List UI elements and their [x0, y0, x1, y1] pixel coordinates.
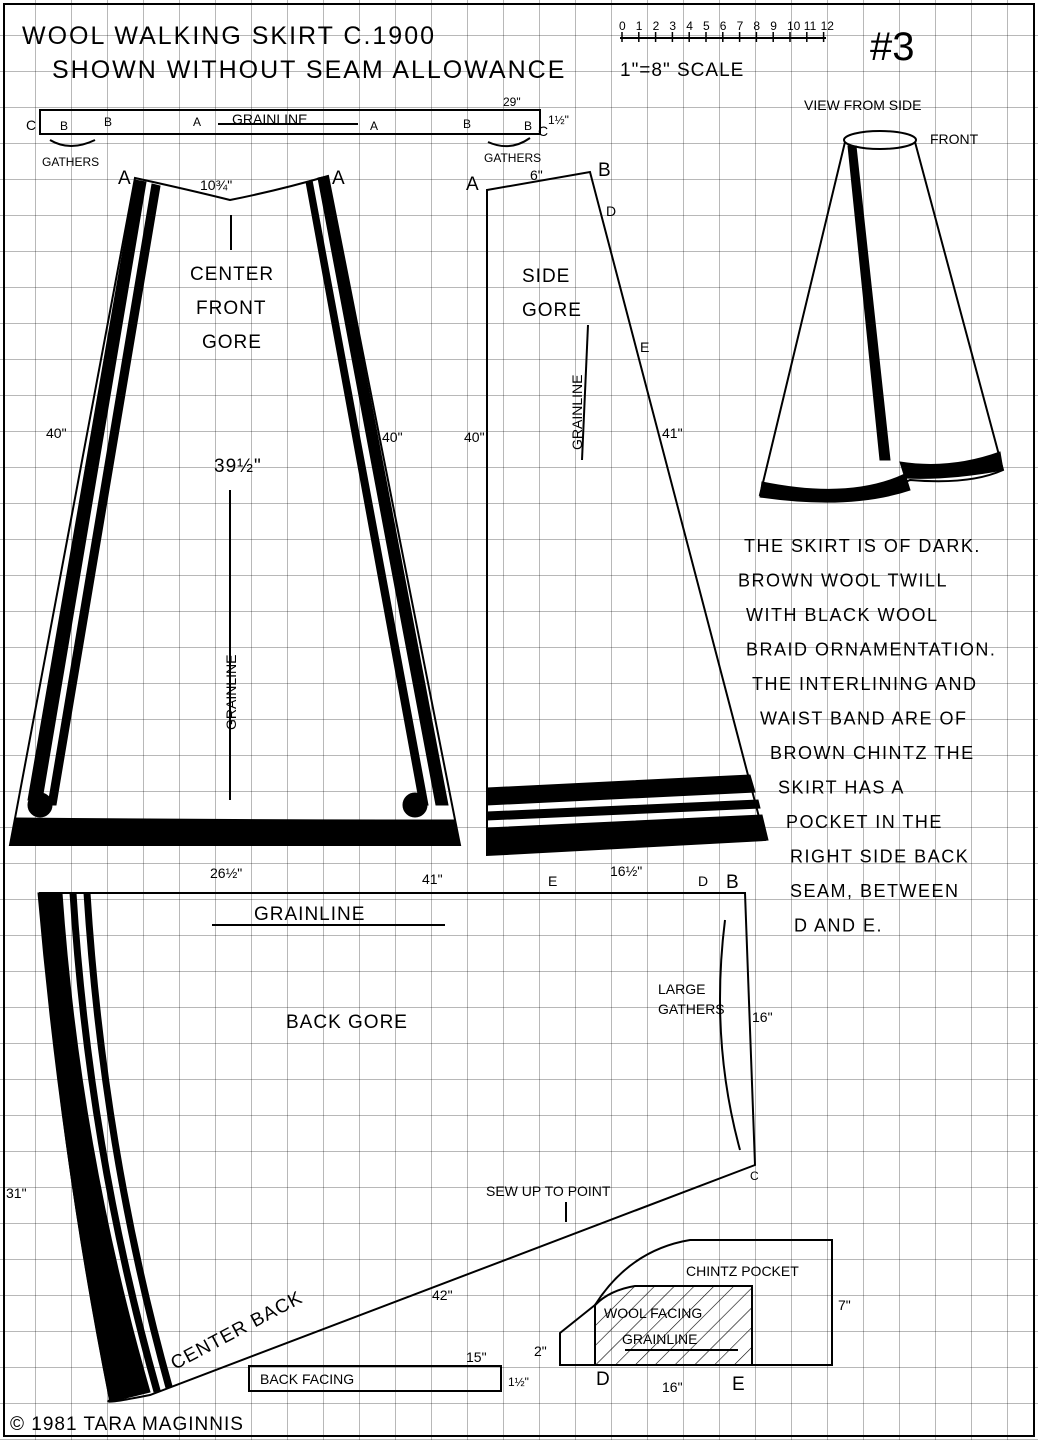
- waistband-width: 1½": [548, 113, 569, 127]
- mark-a: A: [193, 115, 202, 129]
- center-front-gore: [10, 168, 460, 881]
- description-text: [738, 536, 996, 936]
- description-line: SKIRT HAS A: [778, 777, 905, 798]
- description-line: WAIST BAND ARE OF: [760, 708, 968, 729]
- scale-tick-label: 6: [719, 19, 727, 33]
- sew-note: SEW UP TO POINT: [486, 1183, 611, 1199]
- scale-tick-label: 7: [736, 19, 744, 33]
- cfg-right-length: 40": [382, 429, 403, 445]
- mark-b: B: [104, 115, 113, 129]
- cfg-top-width: 10¾": [200, 177, 233, 193]
- scale-tick-label: 4: [686, 19, 693, 33]
- point-b: B: [598, 160, 612, 181]
- scale-tick-label: 8: [753, 19, 761, 33]
- sg-name: GORE: [522, 300, 582, 321]
- scale-tick-label: 1: [635, 19, 643, 33]
- point-b: B: [726, 872, 740, 893]
- bg-grainline: GRAINLINE: [254, 904, 366, 925]
- sg-name: SIDE: [522, 266, 571, 287]
- pocket-grainline: GRAINLINE: [622, 1331, 698, 1347]
- sg-top-width: 6": [530, 167, 543, 183]
- bg-left-length: 31": [6, 1185, 27, 1201]
- description-line: BROWN WOOL TWILL: [738, 570, 949, 591]
- mark-c: C: [26, 117, 37, 133]
- cfg-left-length: 40": [46, 425, 67, 441]
- gathers-label: GATHERS: [42, 155, 100, 169]
- back-facing-length: 15": [466, 1349, 487, 1365]
- scale-tick-label: 0: [619, 19, 626, 33]
- scale-label: 1"=8" SCALE: [620, 60, 745, 81]
- back-facing-piece: [249, 1349, 529, 1391]
- back-facing-width: 1½": [508, 1375, 529, 1389]
- description-line: THE INTERLINING AND: [752, 674, 978, 694]
- large-gathers: LARGE: [658, 981, 706, 997]
- description-line: BROWN CHINTZ THE: [770, 743, 975, 763]
- cfg-name: GORE: [202, 332, 262, 353]
- side-view-caption: VIEW FROM SIDE: [804, 97, 922, 113]
- mark-b: B: [60, 119, 69, 133]
- wool-facing-label: WOOL FACING: [604, 1305, 703, 1321]
- bg-diagonal-length: 42": [432, 1287, 453, 1303]
- description-line: SEAM, BETWEEN: [790, 881, 960, 901]
- pattern-title: WOOL WALKING SKIRT C.1900: [22, 22, 437, 50]
- pocket-small-height: 2": [534, 1343, 547, 1359]
- pocket-label: CHINTZ POCKET: [686, 1263, 799, 1279]
- bg-side-length: 16": [752, 1009, 773, 1025]
- point-a: A: [118, 168, 132, 189]
- point-c: C: [750, 1169, 759, 1183]
- pocket-width: 16": [662, 1379, 683, 1395]
- description-line: WITH BLACK WOOL: [746, 605, 939, 625]
- bg-top-length: 41": [422, 871, 443, 887]
- mark-b: B: [463, 117, 472, 131]
- sg-left-length: 40": [464, 429, 485, 445]
- sg-hem-width: 16½": [610, 863, 643, 879]
- pocket-piece: [534, 1240, 851, 1395]
- scale-tick-label: 10: [787, 19, 801, 33]
- center-back-label: CENTER BACK: [167, 1287, 307, 1375]
- skirt-side-view-sketch: [760, 97, 1003, 502]
- point-e: E: [548, 873, 558, 889]
- point-d: D: [596, 1369, 611, 1390]
- waistband-piece: [26, 95, 569, 169]
- point-d: D: [606, 203, 617, 219]
- side-gore: [464, 160, 768, 879]
- description-line: RIGHT SIDE BACK: [790, 846, 970, 867]
- cfg-hem-width: 26½": [210, 865, 243, 881]
- mark-a: A: [370, 119, 379, 133]
- waistband-length: 29": [503, 95, 521, 109]
- side-view-caption: FRONT: [930, 131, 979, 147]
- scale-tick-label: 9: [770, 19, 777, 33]
- point-a: A: [332, 168, 346, 189]
- scale-tick-label: 11: [803, 19, 817, 33]
- mark-b: B: [524, 119, 533, 133]
- cfg-center-length: 39½": [214, 456, 262, 477]
- copyright: © 1981 TARA MAGINNIS: [10, 1414, 244, 1435]
- scale-tick-label: 12: [820, 19, 834, 33]
- cfg-grainline: GRAINLINE: [223, 654, 239, 730]
- plate-number: #3: [870, 25, 915, 69]
- waistband-grainline: GRAINLINE: [232, 111, 308, 127]
- bg-name: BACK GORE: [286, 1012, 408, 1033]
- cfg-name: FRONT: [196, 298, 267, 319]
- point-d: D: [698, 873, 709, 889]
- point-a: A: [466, 174, 480, 195]
- point-e: E: [640, 339, 650, 355]
- large-gathers: GATHERS: [658, 1001, 725, 1017]
- description-line: POCKET IN THE: [786, 812, 943, 832]
- sg-grainline: GRAINLINE: [569, 374, 585, 450]
- gathers-label: GATHERS: [484, 151, 542, 165]
- scale-ruler: [619, 19, 834, 42]
- description-line: D AND E.: [794, 915, 884, 936]
- point-e: E: [732, 1374, 746, 1395]
- sg-right-length: 41": [662, 425, 683, 441]
- scale-tick-label: 3: [669, 19, 677, 33]
- back-facing-label: BACK FACING: [260, 1371, 355, 1387]
- description-line: BRAID ORNAMENTATION.: [746, 639, 997, 660]
- pocket-height: 7": [838, 1297, 851, 1313]
- description-line: THE SKIRT IS OF DARK.: [744, 536, 981, 556]
- scale-tick-label: 2: [652, 19, 660, 33]
- mark-c: C: [538, 123, 549, 139]
- scale-tick-label: 5: [703, 19, 710, 33]
- cfg-name: CENTER: [190, 264, 275, 285]
- pattern-subtitle: SHOWN WITHOUT SEAM ALLOWANCE: [52, 56, 567, 84]
